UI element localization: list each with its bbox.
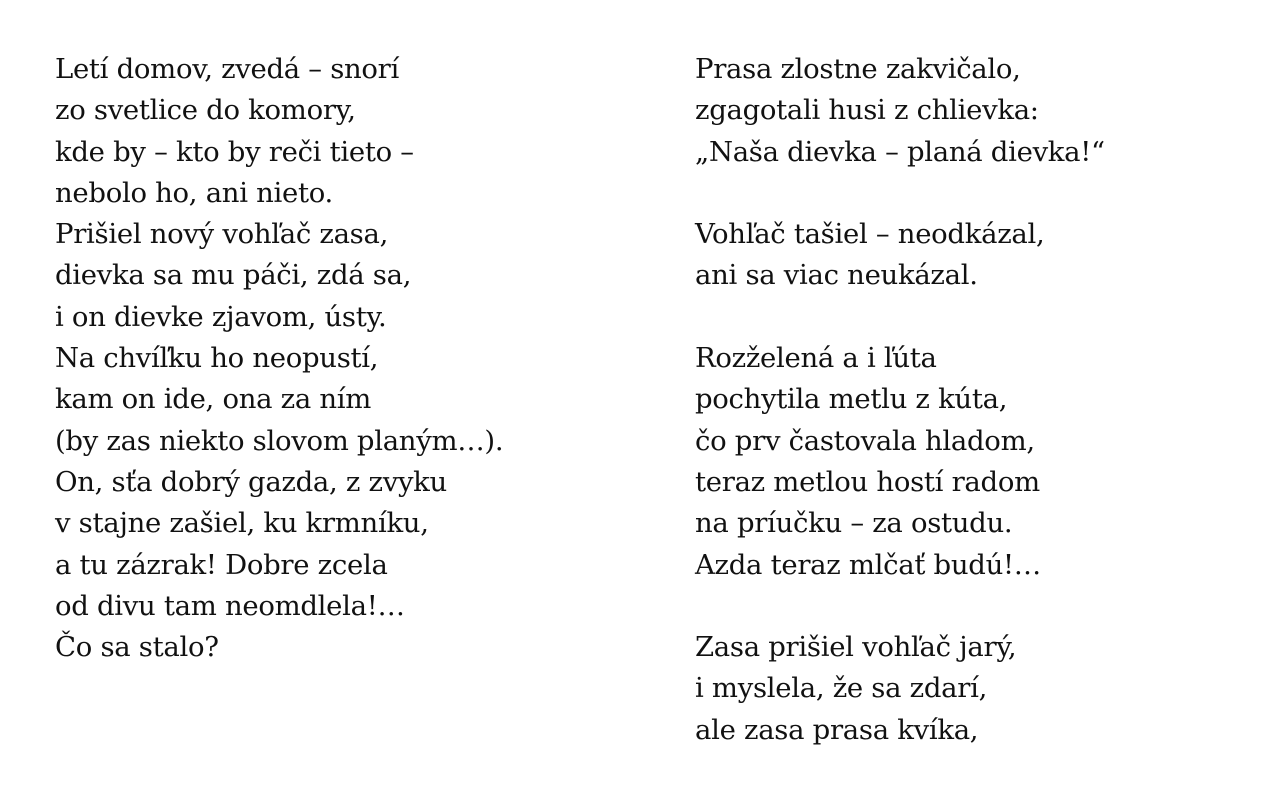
stanza-break bbox=[695, 173, 1255, 214]
poem-line: dievka sa mu páči, zdá sa, bbox=[55, 259, 412, 292]
poem-line: teraz metlou hostí radom bbox=[695, 465, 1040, 498]
poem-line: na príučku – za ostudu. bbox=[695, 507, 1013, 540]
stanza-break bbox=[695, 297, 1255, 338]
poem-line: a tu zázrak! Dobre zcela bbox=[55, 548, 388, 581]
poem-line: „Naša dievka – planá dievka!“ bbox=[695, 135, 1105, 168]
poem-line: v stajne zašiel, ku krmníku, bbox=[55, 507, 429, 540]
poem-line: zo svetlice do komory, bbox=[55, 94, 356, 127]
poem-line: Vohľač tašiel – neodkázal, bbox=[695, 218, 1045, 251]
poem-line: od divu tam neomdlela!… bbox=[55, 589, 405, 622]
poem-line: ani sa viac neukázal. bbox=[695, 259, 978, 292]
poem-line: i myslela, že sa zdarí, bbox=[695, 672, 988, 705]
poem-line: kde by – kto by reči tieto – bbox=[55, 135, 414, 168]
poem-line: Rozželená a i ľúta bbox=[695, 342, 937, 375]
poem-line: Čo sa stalo? bbox=[55, 631, 219, 664]
poem-line: kam on ide, ona za ním bbox=[55, 383, 372, 416]
poem-line: Azda teraz mlčať budú!… bbox=[695, 548, 1041, 581]
poem-line: Prasa zlostne zakvičalo, bbox=[695, 53, 1021, 85]
poem-line: On, sťa dobrý gazda, z zvyku bbox=[55, 465, 447, 498]
poem-line: čo prv častovala hladom, bbox=[695, 424, 1035, 457]
poem-line: Letí domov, zvedá – snorí bbox=[55, 53, 400, 85]
poem-line: nebolo ho, ani nieto. bbox=[55, 176, 333, 209]
poem-line: (by zas niekto slovom planým…). bbox=[55, 424, 504, 457]
poem-line: i on dievke zjavom, ústy. bbox=[55, 300, 387, 333]
poem-line: ale zasa prasa kvíka, bbox=[695, 713, 979, 746]
poem-left-column bbox=[55, 49, 655, 668]
poem-line: zgagotali husi z chlievka: bbox=[695, 94, 1039, 127]
poem-line: Na chvíľku ho neopustí, bbox=[55, 342, 379, 375]
poem-right-column bbox=[695, 49, 1255, 751]
poem-line: Prišiel nový vohľač zasa, bbox=[55, 218, 389, 251]
stanza-break bbox=[695, 586, 1255, 627]
poem-line: pochytila metlu z kúta, bbox=[695, 383, 1008, 416]
poem-line: Zasa prišiel vohľač jarý, bbox=[695, 631, 1017, 664]
